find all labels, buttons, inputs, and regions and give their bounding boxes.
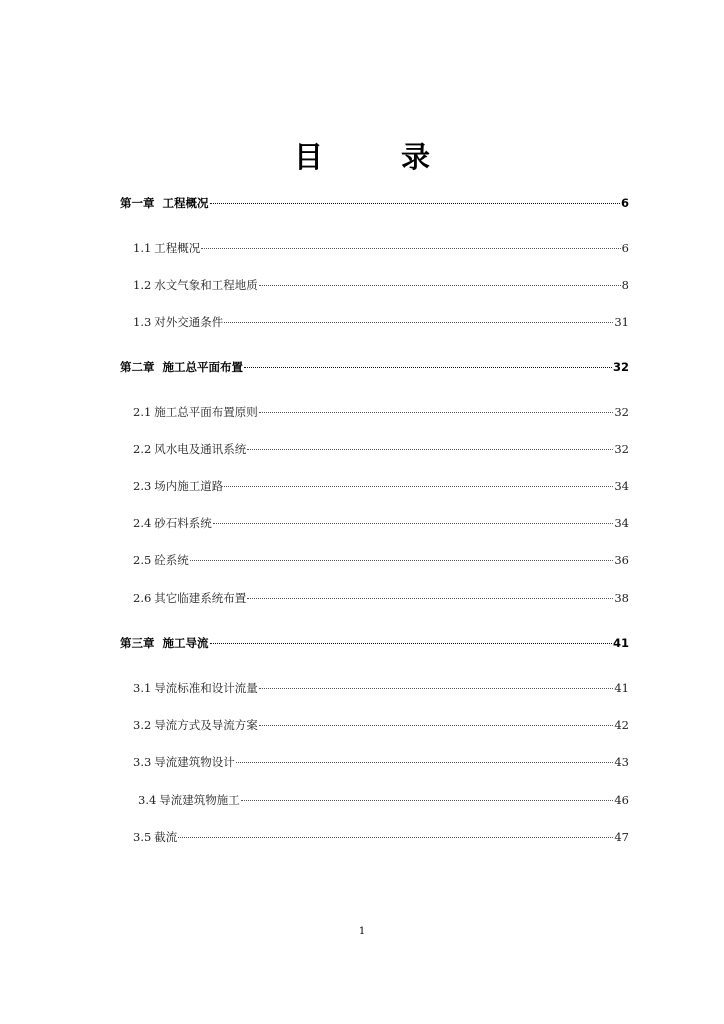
toc-dot-leader [190, 560, 614, 561]
toc-number: 3.3 [133, 755, 152, 769]
toc-number: 1.2 [133, 278, 152, 292]
toc-section-3-4[interactable] [138, 792, 629, 808]
toc-number: 3.4 [138, 793, 157, 807]
toc-section-2-1[interactable] [133, 404, 629, 420]
toc-page-number: 41 [612, 636, 629, 650]
toc-title: 场内施工道路 [154, 479, 224, 493]
toc-dot-leader [213, 523, 614, 524]
toc-dot-leader [210, 643, 612, 644]
toc-section-1-3[interactable] [133, 314, 629, 330]
toc-page-number: 34 [614, 479, 629, 493]
toc-page-number: 31 [614, 315, 629, 329]
toc-page-number: 36 [614, 553, 629, 567]
toc-number: 第二章 [120, 360, 155, 374]
toc-chapter-3[interactable] [120, 635, 629, 651]
toc-page-number: 6 [621, 241, 629, 255]
toc-title: 导流方式及导流方案 [154, 718, 258, 732]
toc-number: 第一章 [120, 196, 155, 210]
toc-dot-leader [247, 598, 613, 599]
toc-section-1-1[interactable] [133, 240, 629, 256]
toc-number: 1.1 [133, 241, 152, 255]
toc-section-2-6[interactable] [133, 590, 629, 606]
toc-dot-leader [259, 412, 614, 413]
toc-number: 2.6 [133, 591, 152, 605]
toc-section-1-2[interactable] [133, 277, 629, 293]
toc-dot-leader [259, 285, 621, 286]
toc-title: 施工导流 [162, 636, 209, 650]
toc-dot-leader [259, 688, 614, 689]
toc-section-2-3[interactable] [133, 478, 629, 494]
toc-dot-leader [178, 837, 613, 838]
toc-page-number: 38 [614, 591, 629, 605]
toc-section-2-2[interactable] [133, 441, 629, 457]
toc-section-3-2[interactable] [133, 717, 629, 733]
toc-chapter-1[interactable] [120, 195, 629, 211]
toc-section-3-5[interactable] [133, 829, 629, 845]
toc-dot-leader [210, 203, 620, 204]
toc-title: 水文气象和工程地质 [154, 278, 258, 292]
toc-page-number: 32 [614, 405, 629, 419]
toc-section-3-1[interactable] [133, 680, 629, 696]
toc-title: 砼系统 [154, 553, 189, 567]
toc-number: 3.1 [133, 681, 152, 695]
toc-dot-leader [244, 367, 612, 368]
toc-number: 1.3 [133, 315, 152, 329]
toc-title: 施工总平面布置 [162, 360, 243, 374]
toc-page-number: 34 [614, 516, 629, 530]
toc-number: 2.1 [133, 405, 152, 419]
toc-number: 3.2 [133, 718, 152, 732]
toc-dot-leader [224, 322, 613, 323]
toc-number: 第三章 [120, 636, 155, 650]
toc-title: 风水电及通讯系统 [154, 442, 247, 456]
toc-chapter-2[interactable] [120, 359, 629, 375]
toc-title: 砂石料系统 [154, 516, 212, 530]
toc-page-number: 41 [614, 681, 629, 695]
toc-title: 导流建筑物设计 [154, 755, 235, 769]
toc-dot-leader [201, 248, 620, 249]
toc-title: 施工总平面布置原则 [154, 405, 258, 419]
toc-dot-leader [224, 486, 613, 487]
toc-section-2-5[interactable] [133, 552, 629, 568]
toc-page-number: 47 [614, 830, 629, 844]
toc-number: 2.4 [133, 516, 152, 530]
toc-page-number: 46 [614, 793, 629, 807]
toc-page-number: 32 [614, 442, 629, 456]
toc-number: 2.3 [133, 479, 152, 493]
footer-page-number: 1 [358, 926, 366, 937]
toc-title: 工程概况 [162, 196, 209, 210]
toc-dot-leader [236, 762, 614, 763]
toc-title: 导流标准和设计流量 [154, 681, 258, 695]
toc-dot-leader [241, 800, 614, 801]
toc-number: 3.5 [133, 830, 152, 844]
toc-title: 对外交通条件 [154, 315, 224, 329]
toc-section-2-4[interactable] [133, 515, 629, 531]
toc-dot-leader [259, 725, 614, 726]
toc-page-number: 42 [614, 718, 629, 732]
toc-title: 工程概况 [154, 241, 201, 255]
toc-page-number: 32 [612, 360, 629, 374]
toc-title: 截流 [154, 830, 178, 844]
toc-page-number: 43 [614, 755, 629, 769]
toc-number: 2.5 [133, 553, 152, 567]
toc-number: 2.2 [133, 442, 152, 456]
toc-dot-leader [247, 449, 613, 450]
toc-title: 其它临建系统布置 [154, 591, 247, 605]
toc-section-3-3[interactable] [133, 754, 629, 770]
toc-page-number: 6 [620, 196, 629, 210]
page-title: 目 录 [293, 140, 465, 174]
toc-page-number: 8 [621, 278, 629, 292]
toc-title: 导流建筑物施工 [159, 793, 240, 807]
